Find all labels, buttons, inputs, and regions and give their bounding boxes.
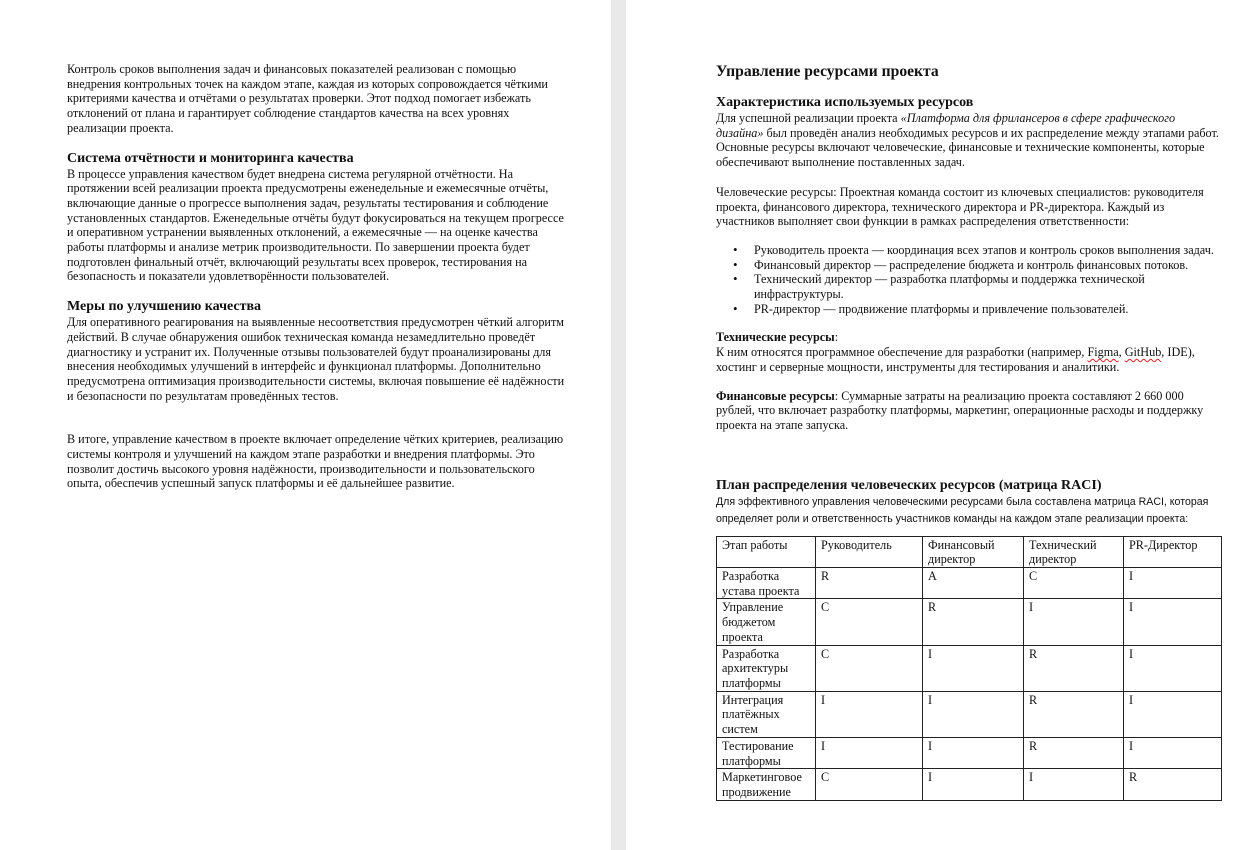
page-gutter: [611, 0, 626, 850]
table-cell: I: [923, 769, 1024, 800]
project-name-italic: «Платформа для фрилансеров в сфере графического дизайна»: [716, 111, 1176, 140]
table-row: [717, 737, 1222, 768]
tech-resources-paragraph: [716, 330, 1222, 374]
table-header-row: [717, 536, 1222, 567]
table-cell: R: [816, 568, 923, 599]
table-row: [717, 769, 1222, 800]
table-header-cell: Этап работы: [717, 536, 816, 567]
table-cell: I: [1124, 568, 1222, 599]
table-cell: Разработка архитектуры платформы: [717, 645, 816, 691]
table-cell: R: [923, 599, 1024, 645]
table-cell: I: [816, 737, 923, 768]
table-cell: C: [816, 645, 923, 691]
tech-colon: :: [834, 330, 839, 345]
intro-paragraph: Контроль сроков выполнения задач и финансовых показателей реализован с помощью внедрения контрольных точек на каждом этапе, каждая из которых сопровождается чёткими критериями качества и отчётами о результатах проверки. Этот подход помогает избежать отклонений от плана и гарантирует соблюдение стандартов качества на всех уровнях реализации проекта.: [67, 62, 548, 135]
spellcheck-word-figma: Figma: [1087, 345, 1119, 360]
page-content-left: [67, 62, 565, 491]
list-item: • Финансовый директор — распределение бюджета и контроль финансовых потоков.: [754, 258, 1222, 273]
table-cell: R: [1024, 691, 1124, 737]
resources-heading: Характеристика используемых ресурсов: [716, 95, 974, 110]
list-item: • PR-директор — продвижение платформы и привлечение пользователей.: [754, 302, 1222, 317]
raci-heading: План распределения человеческих ресурсов (матрица RACI): [716, 477, 1102, 493]
tech-text-before: К ним относятся программное обеспечение для разработки (например,: [716, 345, 1088, 360]
table-cell: I: [1124, 645, 1222, 691]
list-item: • Руководитель проекта — координация всех этапов и контроль сроков выполнения задач.: [754, 243, 1222, 258]
tech-resources-label: Технические ресурсы: [716, 330, 835, 345]
table-cell: I: [1124, 599, 1222, 645]
human-resources-paragraph: Человеческие ресурсы: Проектная команда состоит из ключевых специалистов: руководителя проекта, финансового директора, технического директора и PR-директора. Каждый из участников выполняет свои функции в рамках распределения ответственности:: [716, 184, 1204, 229]
spellcheck-word-github: GitHub: [1124, 345, 1162, 360]
section-title: Управление ресурсами проекта: [716, 63, 939, 80]
table-header-cell: Руководитель: [816, 536, 923, 567]
table-cell: I: [923, 691, 1024, 737]
resources-text-after: был проведён анализ необходимых ресурсов и их распределение между этапами работ. Основные ресурсы включают человеческие, финансовые и технические компоненты, которые обеспечивают выполнение поставленных задач.: [716, 125, 1219, 170]
table-header-cell: PR-Директор: [1124, 536, 1222, 567]
conclusion-paragraph: В итоге, управление качеством в проекте включает определение чётких критериев, реализацию системы контроля и улучшений на каждом этапе разработки и внедрения платформы. Это позволит достичь высокого уровня надёжности, производительности и пользовательского опыта, обеспечив успешный запуск платформы и её дальнейшее развитие.: [67, 432, 564, 491]
table-row: [717, 691, 1222, 737]
table-cell: R: [1024, 645, 1124, 691]
table-row: [717, 568, 1222, 599]
table-cell: I: [923, 645, 1024, 691]
list-item: • Технический директор — разработка платформы и поддержка технической инфраструктуры.: [754, 272, 1222, 301]
document-page-left: [0, 0, 611, 850]
reporting-paragraph: В процессе управления качеством будет внедрена система регулярной отчётности. На протяжении всей реализации проекта предусмотрены еженедельные и ежемесячные отчёты, включающие данные о прогрессе выполнения задач, результаты тестирования и соблюдение установленных стандартов. Еженедельные отчёты будут фокусироваться на текущем прогрессе и оперативном устранении выявленных отклонений, а ежемесячные — на оценке качества работы платформы и анализе метрик производительности. По завершении проекта будет подготовлен финальный отчёт, включающий результаты всех проверок, тестирования на безопасность и показатели удовлетворённости пользователей.: [67, 166, 564, 284]
table-cell: Управление бюджетом проекта: [717, 599, 816, 645]
improvement-heading: Меры по улучшению качества: [67, 299, 262, 315]
page-content-right: [716, 62, 1222, 801]
tech-text-comma: ,: [1118, 345, 1125, 360]
document-page-right: [626, 0, 1260, 850]
table-cell: I: [1024, 769, 1124, 800]
finance-resources-paragraph: [716, 389, 1222, 433]
finance-resources-label: Финансовые ресурсы: [716, 388, 835, 403]
table-cell: R: [1024, 737, 1124, 768]
table-cell: I: [816, 691, 923, 737]
table-cell: C: [1024, 568, 1124, 599]
roles-list: [716, 243, 1222, 317]
improvement-paragraph: Для оперативного реагирования на выявленные несоответствия предусмотрен чёткий алгоритм действий. В случае обнаружения ошибок техническая команда незамедлительно проведёт диагностику и устранит их. Полученные отзывы пользователей будут проанализированы для внесения необходимых улучшений в интерфейс и функционал платформы. Дополнительно предусмотрена оптимизация производительности системы, включая повышение её надёжности и безопасности по результатам проведённых тестов.: [67, 315, 565, 403]
table-cell: Интеграция платёжных систем: [717, 691, 816, 737]
table-cell: C: [816, 599, 923, 645]
raci-table: [716, 536, 1222, 801]
table-cell: Разработка устава проекта: [717, 568, 816, 599]
table-cell: Маркетинговое продвижение: [717, 769, 816, 800]
table-cell: I: [1024, 599, 1124, 645]
resources-paragraph: [716, 111, 1222, 170]
finance-text: : Суммарные затраты на реализацию проекта составляют 2 660 000 рублей, что включает разработку платформы, маркетинг, операционные расходы и поддержку проекта на этапе запуска.: [716, 388, 1204, 432]
table-cell: R: [1124, 769, 1222, 800]
table-cell: C: [816, 769, 923, 800]
tech-text-after: , IDE), хостинг и серверные мощности, инструменты для тестирования и аналитики.: [716, 345, 1195, 374]
table-cell: I: [1124, 737, 1222, 768]
table-header-cell: Технический директор: [1024, 536, 1124, 567]
table-cell: Тестирование платформы: [717, 737, 816, 768]
resources-text-before: Для успешной реализации проекта: [716, 111, 901, 125]
raci-intro: Для эффективного управления человеческими ресурсами была составлена матрица RACI, которая определяет роли и ответственность участников команды на каждом этапе реализации проекта:: [716, 495, 1209, 525]
table-cell: I: [923, 737, 1024, 768]
table-cell: A: [923, 568, 1024, 599]
table-header-cell: Финансовый директор: [923, 536, 1024, 567]
reporting-heading: Система отчётности и мониторинга качества: [67, 150, 354, 166]
table-cell: I: [1124, 691, 1222, 737]
table-row: [717, 645, 1222, 691]
table-row: [717, 599, 1222, 645]
